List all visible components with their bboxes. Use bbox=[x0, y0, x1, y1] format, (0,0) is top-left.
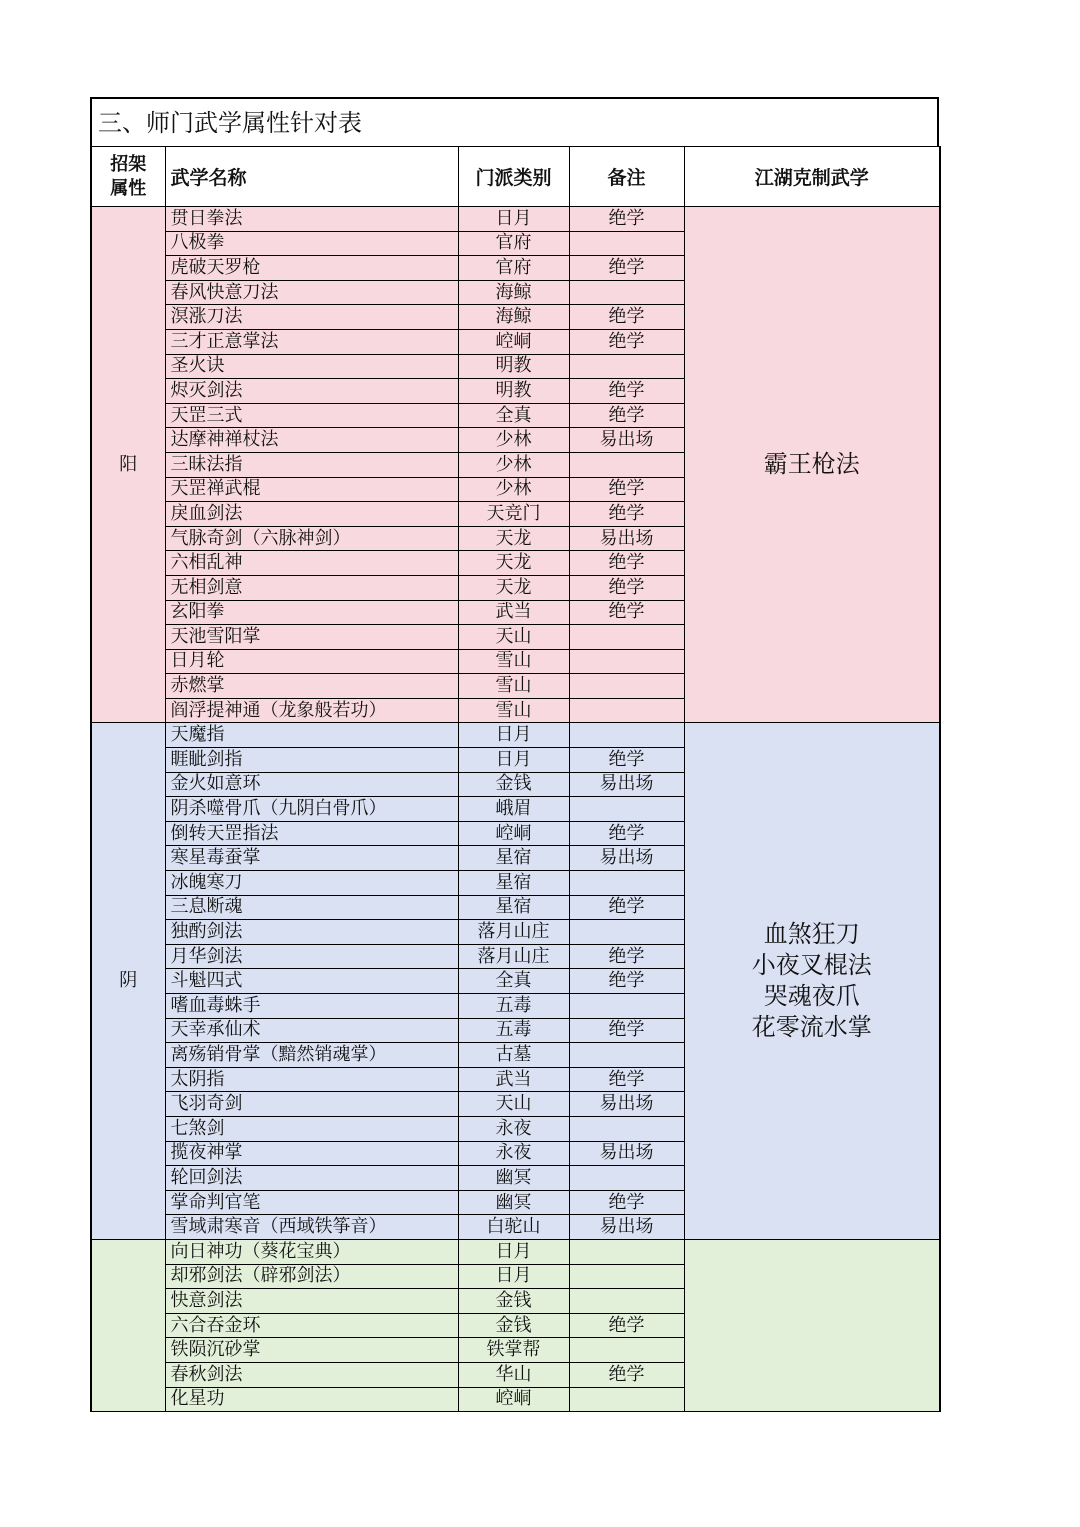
note-cell bbox=[569, 452, 684, 477]
skill-name-cell: 寒星毒蚕掌 bbox=[165, 846, 458, 871]
skill-name-cell: 轮回剑法 bbox=[165, 1166, 458, 1191]
skill-name-cell: 斗魁四式 bbox=[165, 969, 458, 994]
note-cell: 绝学 bbox=[569, 600, 684, 625]
skill-name-cell: 快意剑法 bbox=[165, 1289, 458, 1314]
skill-name-cell: 六合吞金环 bbox=[165, 1313, 458, 1338]
table-row bbox=[91, 723, 940, 748]
skill-name-cell: 赤燃掌 bbox=[165, 674, 458, 699]
note-cell bbox=[569, 871, 684, 896]
note-cell bbox=[569, 1387, 684, 1412]
counter-skills-cell bbox=[684, 723, 940, 1239]
attribute-table-sheet bbox=[90, 97, 939, 1412]
sect-cell: 全真 bbox=[458, 969, 569, 994]
sect-cell: 铁掌帮 bbox=[458, 1338, 569, 1363]
note-cell bbox=[569, 797, 684, 822]
note-cell bbox=[569, 1338, 684, 1363]
sect-cell: 日月 bbox=[458, 207, 569, 232]
skill-name-cell: 掌命判官笔 bbox=[165, 1190, 458, 1215]
counter-skill: 小夜叉棍法 bbox=[751, 951, 872, 980]
sect-cell: 天龙 bbox=[458, 526, 569, 551]
sect-cell: 雪山 bbox=[458, 674, 569, 699]
skill-name-cell: 八极拳 bbox=[165, 231, 458, 256]
skill-name-cell: 圣火诀 bbox=[165, 354, 458, 379]
note-cell: 绝学 bbox=[569, 502, 684, 527]
skill-name-cell: 三息断魂 bbox=[165, 895, 458, 920]
header-name: 武学名称 bbox=[165, 147, 458, 207]
skill-name-cell: 烬灭剑法 bbox=[165, 379, 458, 404]
header-attr-line1: 招架 bbox=[110, 153, 147, 175]
skill-name-cell: 向日神功（葵花宝典） bbox=[165, 1239, 458, 1264]
note-cell bbox=[569, 1166, 684, 1191]
counter-skills-cell bbox=[684, 207, 940, 723]
sect-cell: 少林 bbox=[458, 452, 569, 477]
note-cell: 绝学 bbox=[569, 305, 684, 330]
skill-name-cell: 三昧法指 bbox=[165, 452, 458, 477]
skill-name-cell: 天罡禅武棍 bbox=[165, 477, 458, 502]
skill-name-cell: 天魔指 bbox=[165, 723, 458, 748]
sect-cell: 雪山 bbox=[458, 649, 569, 674]
header-sect: 门派类别 bbox=[458, 147, 569, 207]
header-row bbox=[91, 147, 940, 207]
sect-cell: 少林 bbox=[458, 477, 569, 502]
sect-cell: 金钱 bbox=[458, 1313, 569, 1338]
skill-name-cell: 独酌剑法 bbox=[165, 920, 458, 945]
skill-name-cell: 天池雪阳掌 bbox=[165, 625, 458, 650]
counter-skill: 霸王枪法 bbox=[763, 450, 860, 479]
skill-name-cell: 七煞剑 bbox=[165, 1116, 458, 1141]
sect-cell: 幽冥 bbox=[458, 1166, 569, 1191]
group-attr-cell: 阳 bbox=[91, 207, 165, 723]
sect-cell: 五毒 bbox=[458, 1018, 569, 1043]
note-cell: 绝学 bbox=[569, 1190, 684, 1215]
counter-skills-cell bbox=[684, 1239, 940, 1411]
skill-name-cell: 春秋剑法 bbox=[165, 1362, 458, 1387]
skill-name-cell: 阎浮提神通（龙象般若功） bbox=[165, 698, 458, 723]
skill-name-cell: 戾血剑法 bbox=[165, 502, 458, 527]
note-cell bbox=[569, 920, 684, 945]
note-cell: 绝学 bbox=[569, 403, 684, 428]
note-cell: 易出场 bbox=[569, 526, 684, 551]
sect-cell: 古墓 bbox=[458, 1043, 569, 1068]
skill-name-cell: 睚眦剑指 bbox=[165, 748, 458, 773]
header-counter: 江湖克制武学 bbox=[684, 147, 940, 207]
note-cell: 绝学 bbox=[569, 477, 684, 502]
counter-skill: 血煞狂刀 bbox=[763, 920, 860, 949]
note-cell bbox=[569, 698, 684, 723]
note-cell: 绝学 bbox=[569, 1313, 684, 1338]
sect-cell: 星宿 bbox=[458, 871, 569, 896]
skill-name-cell: 飞羽奇剑 bbox=[165, 1092, 458, 1117]
sect-cell: 金钱 bbox=[458, 772, 569, 797]
header-note: 备注 bbox=[569, 147, 684, 207]
note-cell: 绝学 bbox=[569, 1362, 684, 1387]
note-cell: 绝学 bbox=[569, 329, 684, 354]
sect-cell: 天龙 bbox=[458, 551, 569, 576]
note-cell bbox=[569, 1289, 684, 1314]
note-cell: 易出场 bbox=[569, 772, 684, 797]
sect-cell: 明教 bbox=[458, 379, 569, 404]
note-cell: 易出场 bbox=[569, 1215, 684, 1240]
sect-cell: 日月 bbox=[458, 1239, 569, 1264]
skill-name-cell: 贯日拳法 bbox=[165, 207, 458, 232]
note-cell bbox=[569, 649, 684, 674]
note-cell bbox=[569, 994, 684, 1019]
table-row bbox=[91, 1239, 940, 1264]
note-cell: 绝学 bbox=[569, 256, 684, 281]
skill-name-cell: 月华剑法 bbox=[165, 944, 458, 969]
sect-cell: 星宿 bbox=[458, 846, 569, 871]
table-row bbox=[91, 207, 940, 232]
sect-cell: 海鲸 bbox=[458, 305, 569, 330]
skill-name-cell: 金火如意环 bbox=[165, 772, 458, 797]
header-attr-line2: 属性 bbox=[110, 177, 147, 199]
note-cell: 易出场 bbox=[569, 428, 684, 453]
note-cell: 绝学 bbox=[569, 748, 684, 773]
sect-cell: 幽冥 bbox=[458, 1190, 569, 1215]
counter-skill: 花零流水掌 bbox=[751, 1013, 872, 1042]
note-cell bbox=[569, 625, 684, 650]
note-cell bbox=[569, 280, 684, 305]
note-cell bbox=[569, 1239, 684, 1264]
sect-cell: 日月 bbox=[458, 1264, 569, 1289]
skill-name-cell: 阴杀噬骨爪（九阴白骨爪） bbox=[165, 797, 458, 822]
note-cell: 绝学 bbox=[569, 207, 684, 232]
sect-cell: 永夜 bbox=[458, 1116, 569, 1141]
header-attr bbox=[91, 147, 165, 207]
note-cell: 绝学 bbox=[569, 944, 684, 969]
sect-cell: 海鲸 bbox=[458, 280, 569, 305]
skill-name-cell: 无相剑意 bbox=[165, 575, 458, 600]
skill-name-cell: 三才正意掌法 bbox=[165, 329, 458, 354]
sect-cell: 雪山 bbox=[458, 698, 569, 723]
skill-name-cell: 化星功 bbox=[165, 1387, 458, 1412]
sect-cell: 崆峒 bbox=[458, 821, 569, 846]
note-cell bbox=[569, 231, 684, 256]
note-cell bbox=[569, 723, 684, 748]
sect-cell: 白驼山 bbox=[458, 1215, 569, 1240]
note-cell: 易出场 bbox=[569, 846, 684, 871]
skill-name-cell: 铁陨沉砂掌 bbox=[165, 1338, 458, 1363]
skill-name-cell: 离殇销骨掌（黯然销魂掌） bbox=[165, 1043, 458, 1068]
sect-cell: 星宿 bbox=[458, 895, 569, 920]
skill-name-cell: 天罡三式 bbox=[165, 403, 458, 428]
sect-cell: 官府 bbox=[458, 231, 569, 256]
skill-name-cell: 六相乱神 bbox=[165, 551, 458, 576]
note-cell: 绝学 bbox=[569, 575, 684, 600]
note-cell: 绝学 bbox=[569, 551, 684, 576]
note-cell bbox=[569, 1116, 684, 1141]
skill-name-cell: 天幸承仙术 bbox=[165, 1018, 458, 1043]
sect-cell: 武当 bbox=[458, 1067, 569, 1092]
sect-cell: 落月山庄 bbox=[458, 920, 569, 945]
skill-name-cell: 达摩神禅杖法 bbox=[165, 428, 458, 453]
sect-cell: 天山 bbox=[458, 1092, 569, 1117]
skill-name-cell: 春风快意刀法 bbox=[165, 280, 458, 305]
note-cell: 绝学 bbox=[569, 1067, 684, 1092]
skill-name-cell: 玄阳拳 bbox=[165, 600, 458, 625]
sect-cell: 峨眉 bbox=[458, 797, 569, 822]
sect-cell: 少林 bbox=[458, 428, 569, 453]
skill-name-cell: 倒转天罡指法 bbox=[165, 821, 458, 846]
sect-cell: 永夜 bbox=[458, 1141, 569, 1166]
sect-cell: 官府 bbox=[458, 256, 569, 281]
skill-name-cell: 却邪剑法（辟邪剑法） bbox=[165, 1264, 458, 1289]
sect-cell: 华山 bbox=[458, 1362, 569, 1387]
group-attr-cell: 阴 bbox=[91, 723, 165, 1239]
sect-cell: 崆峒 bbox=[458, 329, 569, 354]
table-body bbox=[91, 207, 940, 1412]
note-cell: 绝学 bbox=[569, 821, 684, 846]
sect-cell: 天龙 bbox=[458, 575, 569, 600]
skill-name-cell: 虎破天罗枪 bbox=[165, 256, 458, 281]
sect-cell: 天竞门 bbox=[458, 502, 569, 527]
sect-cell: 金钱 bbox=[458, 1289, 569, 1314]
sect-cell: 全真 bbox=[458, 403, 569, 428]
sect-cell: 武当 bbox=[458, 600, 569, 625]
skill-name-cell: 冰魄寒刀 bbox=[165, 871, 458, 896]
skill-name-cell: 雪域肃寒音（西域铁筝音） bbox=[165, 1215, 458, 1240]
sect-cell: 明教 bbox=[458, 354, 569, 379]
note-cell bbox=[569, 1043, 684, 1068]
note-cell: 绝学 bbox=[569, 379, 684, 404]
sect-cell: 崆峒 bbox=[458, 1387, 569, 1412]
note-cell bbox=[569, 1264, 684, 1289]
group-attr-cell bbox=[91, 1239, 165, 1411]
skill-name-cell: 太阴指 bbox=[165, 1067, 458, 1092]
counter-skill: 哭魂夜爪 bbox=[763, 982, 860, 1011]
sect-cell: 天山 bbox=[458, 625, 569, 650]
note-cell bbox=[569, 674, 684, 699]
note-cell: 绝学 bbox=[569, 895, 684, 920]
note-cell: 易出场 bbox=[569, 1092, 684, 1117]
sect-cell: 日月 bbox=[458, 723, 569, 748]
skill-name-cell: 揽夜神掌 bbox=[165, 1141, 458, 1166]
skill-name-cell: 溟涨刀法 bbox=[165, 305, 458, 330]
skill-name-cell: 日月轮 bbox=[165, 649, 458, 674]
skill-name-cell: 气脉奇剑（六脉神剑） bbox=[165, 526, 458, 551]
note-cell bbox=[569, 354, 684, 379]
table-title: 三、师门武学属性针对表 bbox=[90, 97, 939, 146]
note-cell: 易出场 bbox=[569, 1141, 684, 1166]
attribute-table bbox=[90, 146, 941, 1412]
sect-cell: 落月山庄 bbox=[458, 944, 569, 969]
sect-cell: 五毒 bbox=[458, 994, 569, 1019]
skill-name-cell: 嗜血毒蛛手 bbox=[165, 994, 458, 1019]
sect-cell: 日月 bbox=[458, 748, 569, 773]
note-cell: 绝学 bbox=[569, 1018, 684, 1043]
note-cell: 绝学 bbox=[569, 969, 684, 994]
